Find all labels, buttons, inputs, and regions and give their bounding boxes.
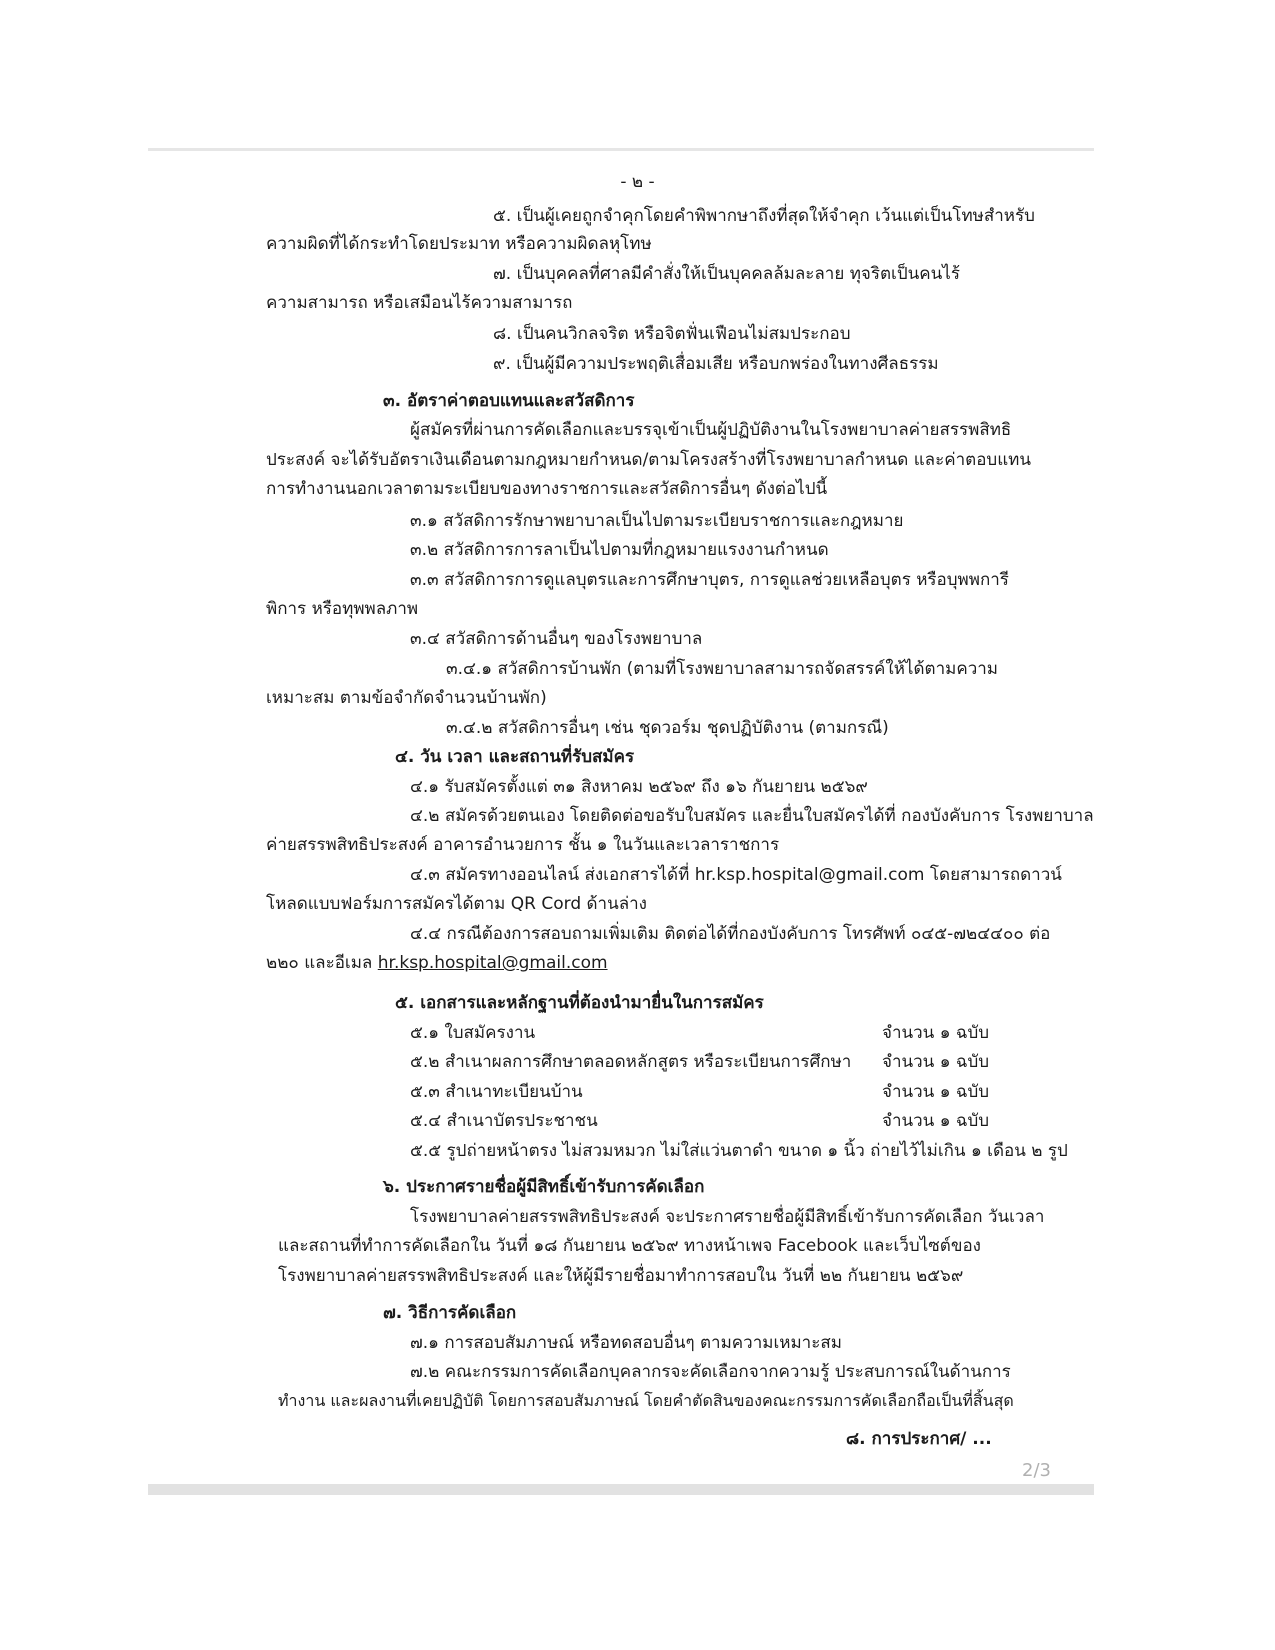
item-3-4-2: ๓.๔.๒ สวัสดิการอื่นๆ เช่น ชุดวอร์ม ชุดปฏิบัติงาน (ตามกรณี) [446,718,889,738]
item-3-3-line-2: พิการ หรือทุพพลภาพ [266,599,419,619]
page-bottom-edge [148,1484,1094,1495]
item-4-2-line-2: ค่ายสรรพสิทธิประสงค์ อาคารอำนวยการ ชั้น ๑ ในวันและเวลาราชการ [266,835,780,855]
item-5-line-1: ๕. เป็นผู้เคยถูกจำคุกโดยคำพิพากษาถึงที่สุดให้จำคุก เว้นแต่เป็นโทษสำหรับ [493,206,1035,226]
item-7-2-line-2: ทำงาน และผลงานที่เคยปฏิบัติ โดยการสอบสัมภาษณ์ โดยคำตัดสินของคณะกรรมการคัดเลือกถือเป็นที่สิ้นสุด [278,1391,1014,1410]
item-3-4-1-line-1: ๓.๔.๑ สวัสดิการบ้านพัก (ตามที่โรงพยาบาลสามารถจัดสรรค์ให้ได้ตามความ [446,659,998,679]
item-3-3-line-1: ๓.๓ สวัสดิการการดูแลบุตรและการศึกษาบุตร, การดูแลช่วยเหลือบุตร หรือบุพพการี [410,570,1009,590]
item-5-4-amount: จำนวน ๑ ฉบับ [882,1111,990,1131]
section-3-heading: ๓. อัตราค่าตอบแทนและสวัสดิการ [383,391,635,411]
item-5-4: ๕.๔ สำเนาบัตรประชาชน [410,1111,598,1131]
item-4-1: ๔.๑ รับสมัครตั้งแต่ ๓๑ สิงหาคม ๒๕๖๙ ถึง ๑๖ กันยายน ๒๕๖๙ [410,777,868,797]
item-5-2-amount: จำนวน ๑ ฉบับ [882,1052,990,1072]
item-5-1: ๕.๑ ใบสมัครงาน [410,1023,536,1043]
item-3-2: ๓.๒ สวัสดิการการลาเป็นไปตามที่กฎหมายแรงงานกำหนด [410,540,829,560]
section-3-para-line-3: การทำงานนอกเวลาตามระเบียบของทางราชการและสวัสดิการอื่นๆ ดังต่อไปนี้ [266,479,828,499]
section-4-heading: ๔. วัน เวลา และสถานที่รับสมัคร [395,747,635,767]
item-9: ๙. เป็นผู้มีความประพฤติเสื่อมเสีย หรือบกพร่องในทางศีลธรรม [493,354,939,374]
item-5-5: ๕.๕ รูปถ่ายหน้าตรง ไม่สวมหมวก ไม่ใส่แว่นตาดำ ขนาด ๑ นิ้ว ถ่ายไว้ไม่เกิน ๑ เดือน ๒ รูป [410,1141,1068,1161]
section-6-para-line-2: และสถานที่ทำการคัดเลือกใน วันที่ ๑๘ กันยายน ๒๕๖๙ ทางหน้าเพจ Facebook และเว็บไซต์ของ [278,1236,981,1256]
page-number: - ๒ - [620,172,655,192]
email-link[interactable]: hr.ksp.hospital@gmail.com [377,953,608,973]
section-3-para-line-1: ผู้สมัครที่ผ่านการคัดเลือกและบรรจุเข้าเป็นผู้ปฏิบัติงานในโรงพยาบาลค่ายสรรพสิทธิ [410,420,1012,440]
item-4-4-prefix: ๒๒๐ และอีเมล [266,953,378,973]
item-8: ๘. เป็นคนวิกลจริต หรือจิตฟั่นเฟือนไม่สมประกอบ [493,324,851,344]
item-3-4: ๓.๔ สวัสดิการด้านอื่นๆ ของโรงพยาบาล [410,629,703,649]
section-6-heading: ๖. ประกาศรายชื่อผู้มีสิทธิ์เข้ารับการคัดเลือก [383,1177,705,1197]
section-7-heading: ๗. วิธีการคัดเลือก [383,1303,517,1323]
item-5-2: ๕.๒ สำเนาผลการศึกษาตลอดหลักสูตร หรือระเบียนการศึกษา [410,1052,852,1072]
item-4-2-line-1: ๔.๒ สมัครด้วยตนเอง โดยติดต่อขอรับใบสมัคร และยื่นใบสมัครได้ที่ กองบังคับการ โรงพยาบาล [410,806,1094,826]
item-3-1: ๓.๑ สวัสดิการรักษาพยาบาลเป็นไปตามระเบียบราชการและกฎหมาย [410,511,904,531]
continued-marker: ๘. การประกาศ/ ... [846,1429,992,1449]
item-4-4-line-1: ๔.๔ กรณีต้องการสอบถามเพิ่มเติม ติดต่อได้ที่กองบังคับการ โทรศัพท์ ๐๔๕-๗๒๔๔๐๐ ต่อ [410,924,1051,944]
item-4-3-line-2: โหลดแบบฟอร์มการสมัครได้ตาม QR Cord ด้านล่าง [266,894,647,914]
item-7-1: ๗.๑ การสอบสัมภาษณ์ หรือทดสอบอื่นๆ ตามความเหมาะสม [410,1333,842,1353]
item-7-line-2: ความสามารถ หรือเสมือนไร้ความสามารถ [266,293,573,313]
item-5-3-amount: จำนวน ๑ ฉบับ [882,1082,990,1102]
item-7-line-1: ๗. เป็นบุคคลที่ศาลมีคำสั่งให้เป็นบุคคลล้มละลาย ทุจริตเป็นคนไร้ [493,264,960,284]
section-6-para-line-1: โรงพยาบาลค่ายสรรพสิทธิประสงค์ จะประกาศรายชื่อผู้มีสิทธิ์เข้ารับการคัดเลือก วันเวลา [410,1207,1045,1227]
item-3-4-1-line-2: เหมาะสม ตามข้อจำกัดจำนวนบ้านพัก) [266,688,547,708]
item-5-1-amount: จำนวน ๑ ฉบับ [882,1023,990,1043]
item-5-3: ๕.๓ สำเนาทะเบียนบ้าน [410,1082,583,1102]
item-5-line-2: ความผิดที่ได้กระทำโดยประมาท หรือความผิดลหุโทษ [266,234,652,254]
section-6-para-line-3: โรงพยาบาลค่ายสรรพสิทธิประสงค์ และให้ผู้มีรายชื่อมาทำการสอบใน วันที่ ๒๒ กันยายน ๒๕๖๙ [278,1266,964,1286]
item-4-4-line-2 [266,952,608,974]
item-7-2-line-1: ๗.๒ คณะกรรมการคัดเลือกบุคลากรจะคัดเลือกจากความรู้ ประสบการณ์ในด้านการ [410,1362,1011,1382]
item-4-3-line-1: ๔.๓ สมัครทางออนไลน์ ส่งเอกสารได้ที่ hr.ksp.hospital@gmail.com โดยสามารถดาวน์ [410,865,1062,885]
page-indicator: 2/3 [1022,1460,1051,1481]
section-5-heading: ๕. เอกสารและหลักฐานที่ต้องนำมายื่นในการสมัคร [395,993,764,1013]
section-3-para-line-2: ประสงค์ จะได้รับอัตราเงินเดือนตามกฎหมายกำหนด/ตามโครงสร้างที่โรงพยาบาลกำหนด และค่าตอบแทน [266,450,1031,470]
